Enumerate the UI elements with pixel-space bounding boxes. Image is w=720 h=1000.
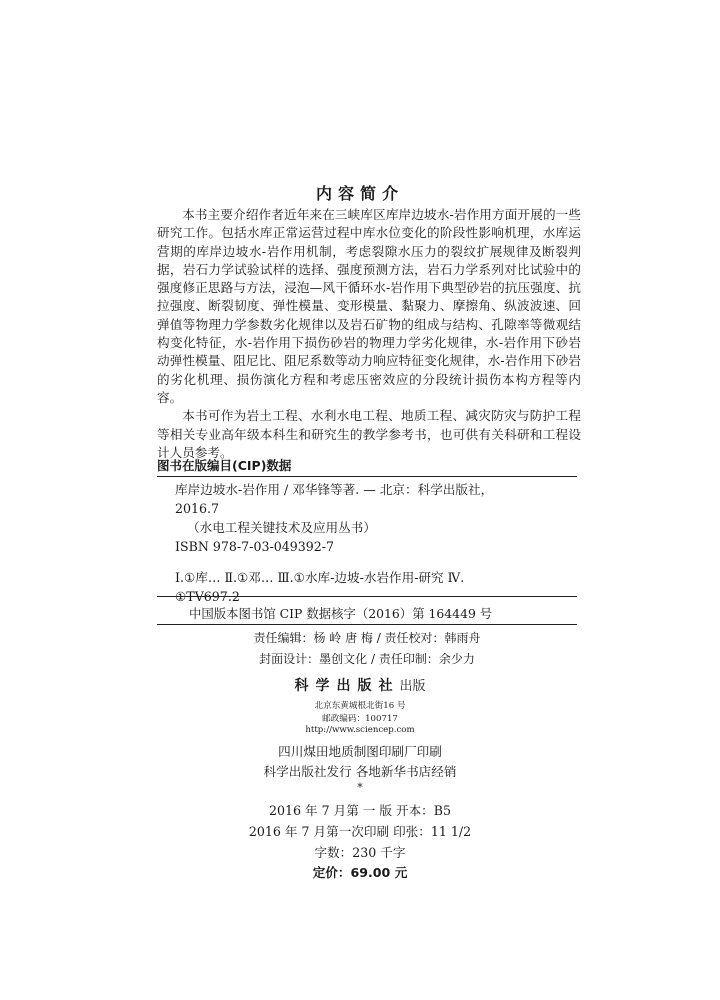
publisher-line: [0, 675, 720, 695]
publisher-suffix: 出版: [399, 679, 426, 694]
printer: 四川煤田地质制图印刷厂印刷: [278, 744, 442, 759]
publisher-postcode: 邮政编码：100717: [322, 714, 398, 724]
cip-line-classification-cont: ①TV697.2: [175, 589, 240, 604]
impression-sheets: 2016 年 7 月第一次印刷 印张：11 1/2: [248, 824, 472, 839]
cip-line-series: （水电工程关键技术及应用丛书）: [187, 520, 376, 535]
cip-verification: 中国版本图书馆 CIP 数据核字（2016）第 164449 号: [189, 606, 493, 621]
cip-line-date: 2016.7: [175, 501, 220, 516]
cip-bottom-rule: [157, 624, 577, 625]
intro-paragraph-2: 本书可作为岩土工程、水利水电工程、地质工程、减灾防灾与防护工程等相关专业高年级本科生和研究生的教学参考书，也可供有关科研和工程设计人员参考。: [157, 408, 581, 460]
intro-paragraph-1: 本书主要介绍作者近年来在三峡库区库岸边坡水-岩作用方面开展的一些研究工作。包括水库正常运营过程中库水位变化的阶段性影响机理，水库运营期的库岸边坡水-岩作用机制，考虑裂隙水压力的裂纹扩展规律及断裂判据，岩石力学试验试样的选择、强度预测方法，岩石力学系列对比试验中的强度修正思路与方法，浸泡—风干循环水-岩作用下典型砂岩的抗压强度、抗拉强度、断裂韧度、弹性模量、变形模量、黏聚力、摩擦角、纵波波速、回弹值等物理力学参数劣化规律以及岩石矿物的组成与结构、孔隙率等微观结构变化特征，水-岩作用下损伤砂岩的物理力学劣化规律，水-岩作用下砂岩动弹性模量、阻尼比、阻尼系数等动力响应特征变化规律，水-岩作用下砂岩的劣化机理、损伤演化方程和考虑压密效应的分段统计损伤本构方程等内容。: [157, 207, 581, 405]
cip-block: [175, 480, 577, 606]
separator-asterisk: *: [357, 781, 363, 794]
publisher-name: 科学出版社: [294, 678, 400, 694]
cip-mid-rule: [157, 596, 577, 597]
cip-top-rule: [157, 476, 577, 477]
word-count: 字数：230 千字: [314, 845, 406, 860]
cip-heading: 图书在版编目(CIP)数据: [157, 458, 292, 473]
credits-editors: 责任编辑：杨 岭 唐 梅 / 责任校对：韩雨舟: [253, 631, 481, 645]
distribution: 科学出版社发行 各地新华书店经销: [263, 764, 457, 779]
cip-line-title: 库岸边坡水-岩作用 / 邓华锋等著. — 北京：科学出版社，: [175, 482, 494, 497]
edition-format: 2016 年 7 月第 一 版 开本：B5: [268, 803, 452, 818]
intro-title: 内容简介: [315, 184, 404, 203]
cip-line-isbn: ISBN 978-7-03-049392-7: [175, 539, 335, 554]
publisher-address: 北京东黄城根北街16 号: [314, 701, 406, 711]
cip-line-classification: Ⅰ.①库… Ⅱ.①邓… Ⅲ.①水库-边坡-水岩作用-研究 Ⅳ.: [175, 570, 465, 585]
publisher-website: http://www.sciencep.com: [305, 725, 415, 735]
price: 定价：69.00 元: [312, 865, 408, 880]
intro-text: [157, 206, 581, 462]
credits-design: 封面设计：墨创文化 / 责任印制：余少力: [259, 652, 475, 666]
